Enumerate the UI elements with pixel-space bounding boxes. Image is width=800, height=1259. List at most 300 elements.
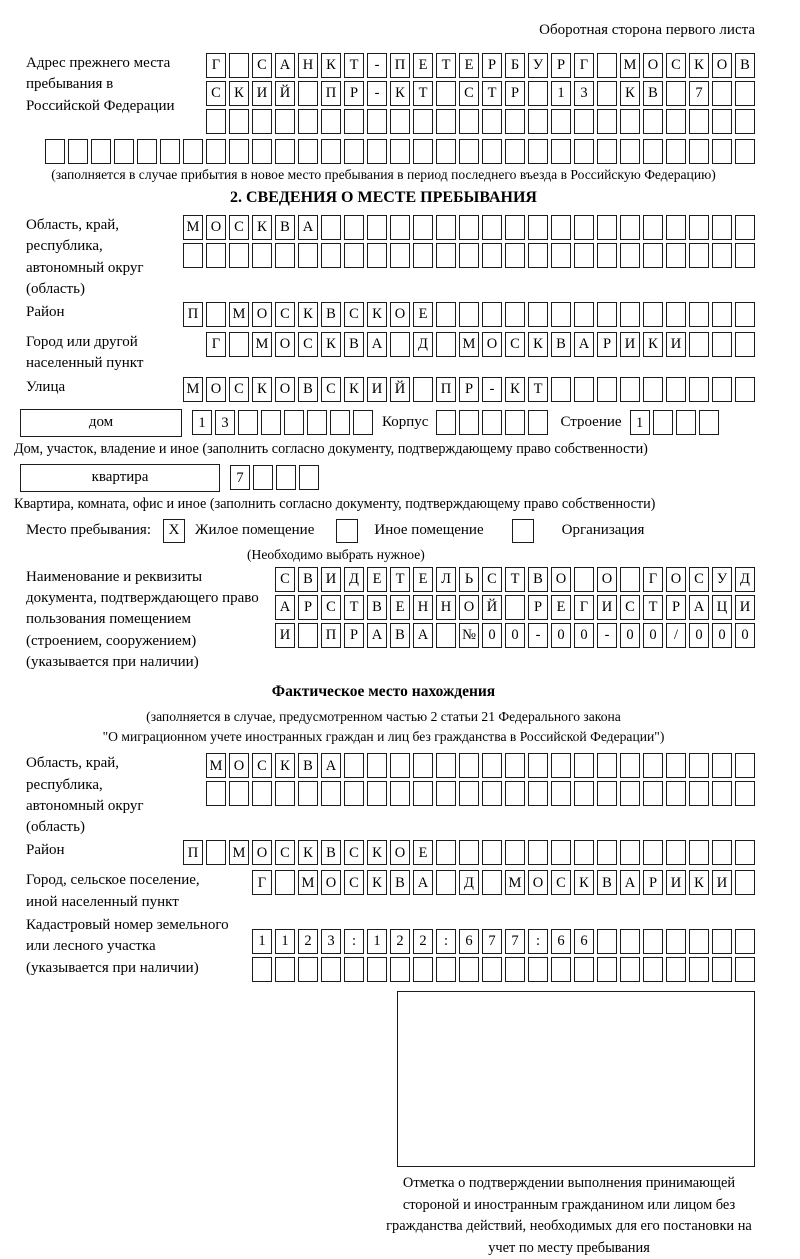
char-cell[interactable] bbox=[229, 53, 249, 78]
char-cell[interactable] bbox=[528, 781, 548, 806]
char-cell[interactable] bbox=[459, 109, 479, 134]
char-cell[interactable]: В bbox=[321, 302, 341, 327]
char-cell[interactable] bbox=[344, 781, 364, 806]
char-cell[interactable]: О bbox=[459, 595, 479, 620]
char-cell[interactable]: - bbox=[482, 377, 502, 402]
char-cell[interactable]: 3 bbox=[215, 410, 235, 435]
char-cell[interactable]: В bbox=[528, 567, 548, 592]
char-cell[interactable]: К bbox=[689, 870, 709, 895]
char-cell[interactable]: О bbox=[229, 753, 249, 778]
char-cell[interactable]: П bbox=[183, 302, 203, 327]
char-cell[interactable] bbox=[436, 302, 456, 327]
char-cell[interactable] bbox=[505, 840, 525, 865]
char-cell[interactable]: П bbox=[321, 81, 341, 106]
char-cell[interactable] bbox=[712, 332, 732, 357]
char-cell[interactable]: Л bbox=[436, 567, 456, 592]
char-cell[interactable] bbox=[252, 109, 272, 134]
char-cell[interactable]: И bbox=[666, 870, 686, 895]
char-cell[interactable] bbox=[689, 377, 709, 402]
char-cell[interactable]: 0 bbox=[505, 623, 525, 648]
char-cell[interactable]: М bbox=[298, 870, 318, 895]
char-cell[interactable] bbox=[505, 302, 525, 327]
char-cell[interactable] bbox=[229, 332, 249, 357]
char-cell[interactable]: Б bbox=[505, 53, 525, 78]
char-cell[interactable]: К bbox=[367, 840, 387, 865]
char-cell[interactable]: В bbox=[298, 567, 318, 592]
char-cell[interactable] bbox=[413, 753, 433, 778]
char-cell[interactable]: Р bbox=[551, 53, 571, 78]
char-cell[interactable] bbox=[413, 109, 433, 134]
char-cell[interactable]: Е bbox=[413, 53, 433, 78]
char-cell[interactable] bbox=[299, 465, 319, 490]
char-cell[interactable]: Г bbox=[643, 567, 663, 592]
char-cell[interactable] bbox=[712, 215, 732, 240]
char-cell[interactable] bbox=[344, 243, 364, 268]
char-cell[interactable] bbox=[229, 243, 249, 268]
char-cell[interactable]: Н bbox=[298, 53, 318, 78]
char-cell[interactable]: И bbox=[597, 595, 617, 620]
char-cell[interactable]: С bbox=[620, 595, 640, 620]
char-cell[interactable]: О bbox=[528, 870, 548, 895]
char-cell[interactable]: В bbox=[344, 332, 364, 357]
char-cell[interactable]: С bbox=[689, 567, 709, 592]
char-cell[interactable] bbox=[735, 957, 755, 982]
char-cell[interactable]: А bbox=[275, 595, 295, 620]
char-cell[interactable]: О bbox=[252, 840, 272, 865]
char-cell[interactable]: Д bbox=[413, 332, 433, 357]
char-cell[interactable]: М bbox=[229, 302, 249, 327]
char-cell[interactable]: С bbox=[505, 332, 525, 357]
char-cell[interactable]: 2 bbox=[298, 929, 318, 954]
checkbox-organizatsiya[interactable] bbox=[512, 519, 534, 543]
char-cell[interactable] bbox=[653, 410, 673, 435]
char-cell[interactable]: К bbox=[367, 870, 387, 895]
char-cell[interactable]: 7 bbox=[230, 465, 250, 490]
char-cell[interactable]: : bbox=[344, 929, 364, 954]
char-cell[interactable]: С bbox=[229, 215, 249, 240]
char-cell[interactable] bbox=[413, 215, 433, 240]
char-cell[interactable] bbox=[574, 377, 594, 402]
char-cell[interactable] bbox=[183, 139, 203, 164]
char-cell[interactable] bbox=[689, 215, 709, 240]
char-cell[interactable]: Е bbox=[413, 567, 433, 592]
char-cell[interactable]: С bbox=[275, 302, 295, 327]
char-cell[interactable] bbox=[298, 81, 318, 106]
char-cell[interactable] bbox=[298, 109, 318, 134]
char-cell[interactable] bbox=[91, 139, 111, 164]
char-cell[interactable] bbox=[551, 139, 571, 164]
char-cell[interactable]: Т bbox=[482, 81, 502, 106]
char-cell[interactable] bbox=[597, 302, 617, 327]
char-cell[interactable]: 6 bbox=[459, 929, 479, 954]
char-cell[interactable]: Т bbox=[528, 377, 548, 402]
char-cell[interactable] bbox=[735, 377, 755, 402]
char-cell[interactable]: О bbox=[252, 302, 272, 327]
char-cell[interactable]: К bbox=[252, 377, 272, 402]
char-cell[interactable]: И bbox=[620, 332, 640, 357]
char-cell[interactable]: С bbox=[252, 753, 272, 778]
char-cell[interactable] bbox=[551, 109, 571, 134]
char-cell[interactable]: А bbox=[574, 332, 594, 357]
char-cell[interactable]: С bbox=[275, 840, 295, 865]
char-cell[interactable] bbox=[482, 243, 502, 268]
char-cell[interactable] bbox=[574, 567, 594, 592]
char-cell[interactable] bbox=[505, 781, 525, 806]
char-cell[interactable]: 0 bbox=[482, 623, 502, 648]
char-cell[interactable] bbox=[321, 109, 341, 134]
char-cell[interactable] bbox=[390, 781, 410, 806]
char-cell[interactable] bbox=[390, 753, 410, 778]
char-cell[interactable] bbox=[689, 243, 709, 268]
char-cell[interactable]: С bbox=[344, 840, 364, 865]
char-cell[interactable] bbox=[206, 243, 226, 268]
char-cell[interactable] bbox=[482, 109, 502, 134]
char-cell[interactable] bbox=[643, 215, 663, 240]
char-cell[interactable]: Р bbox=[597, 332, 617, 357]
char-cell[interactable]: Г bbox=[206, 53, 226, 78]
char-cell[interactable] bbox=[574, 753, 594, 778]
char-cell[interactable]: М bbox=[183, 377, 203, 402]
char-cell[interactable] bbox=[574, 302, 594, 327]
char-cell[interactable]: А bbox=[413, 623, 433, 648]
char-cell[interactable] bbox=[459, 410, 479, 435]
char-cell[interactable] bbox=[229, 109, 249, 134]
char-cell[interactable] bbox=[712, 840, 732, 865]
char-cell[interactable]: А bbox=[275, 53, 295, 78]
char-cell[interactable] bbox=[666, 139, 686, 164]
char-cell[interactable]: 1 bbox=[192, 410, 212, 435]
char-cell[interactable] bbox=[712, 139, 732, 164]
char-cell[interactable] bbox=[528, 81, 548, 106]
char-cell[interactable] bbox=[344, 109, 364, 134]
char-cell[interactable] bbox=[413, 243, 433, 268]
char-cell[interactable]: П bbox=[390, 53, 410, 78]
char-cell[interactable] bbox=[551, 377, 571, 402]
char-cell[interactable]: В bbox=[321, 840, 341, 865]
char-cell[interactable]: А bbox=[298, 215, 318, 240]
char-cell[interactable] bbox=[321, 243, 341, 268]
char-cell[interactable] bbox=[689, 139, 709, 164]
char-cell[interactable] bbox=[597, 929, 617, 954]
char-cell[interactable]: А bbox=[620, 870, 640, 895]
char-cell[interactable]: Р bbox=[666, 595, 686, 620]
char-cell[interactable]: 6 bbox=[551, 929, 571, 954]
char-cell[interactable]: Г bbox=[574, 53, 594, 78]
char-cell[interactable] bbox=[528, 957, 548, 982]
char-cell[interactable] bbox=[413, 957, 433, 982]
checkbox-inoe[interactable] bbox=[336, 519, 358, 543]
char-cell[interactable]: 2 bbox=[390, 929, 410, 954]
char-cell[interactable]: С bbox=[344, 302, 364, 327]
char-cell[interactable]: К bbox=[229, 81, 249, 106]
char-cell[interactable] bbox=[275, 243, 295, 268]
char-cell[interactable]: С bbox=[229, 377, 249, 402]
char-cell[interactable] bbox=[620, 139, 640, 164]
char-cell[interactable] bbox=[261, 410, 281, 435]
char-cell[interactable] bbox=[574, 139, 594, 164]
char-cell[interactable]: Т bbox=[390, 567, 410, 592]
char-cell[interactable] bbox=[367, 139, 387, 164]
char-cell[interactable] bbox=[712, 243, 732, 268]
char-cell[interactable]: К bbox=[321, 53, 341, 78]
char-cell[interactable] bbox=[597, 53, 617, 78]
char-cell[interactable] bbox=[390, 332, 410, 357]
char-cell[interactable]: К bbox=[574, 870, 594, 895]
char-cell[interactable] bbox=[505, 139, 525, 164]
char-cell[interactable]: П bbox=[321, 623, 341, 648]
char-cell[interactable]: К bbox=[390, 81, 410, 106]
char-cell[interactable] bbox=[298, 623, 318, 648]
char-cell[interactable]: Е bbox=[551, 595, 571, 620]
char-cell[interactable] bbox=[482, 410, 502, 435]
char-cell[interactable]: Й bbox=[390, 377, 410, 402]
char-cell[interactable]: Р bbox=[528, 595, 548, 620]
char-cell[interactable] bbox=[505, 410, 525, 435]
char-cell[interactable] bbox=[252, 781, 272, 806]
char-cell[interactable] bbox=[689, 332, 709, 357]
char-cell[interactable] bbox=[353, 410, 373, 435]
char-cell[interactable]: Д bbox=[735, 567, 755, 592]
char-cell[interactable]: : bbox=[528, 929, 548, 954]
char-cell[interactable] bbox=[482, 139, 502, 164]
char-cell[interactable] bbox=[551, 840, 571, 865]
char-cell[interactable]: У bbox=[528, 53, 548, 78]
char-cell[interactable]: Г bbox=[574, 595, 594, 620]
char-cell[interactable] bbox=[459, 139, 479, 164]
char-cell[interactable]: 1 bbox=[630, 410, 650, 435]
char-cell[interactable] bbox=[735, 243, 755, 268]
char-cell[interactable] bbox=[643, 753, 663, 778]
char-cell[interactable]: И bbox=[666, 332, 686, 357]
char-cell[interactable] bbox=[528, 840, 548, 865]
checkbox-zhiloe[interactable]: X bbox=[163, 519, 185, 543]
char-cell[interactable] bbox=[643, 243, 663, 268]
char-cell[interactable]: С bbox=[482, 567, 502, 592]
char-cell[interactable]: Д bbox=[344, 567, 364, 592]
char-cell[interactable] bbox=[735, 753, 755, 778]
char-cell[interactable]: А bbox=[413, 870, 433, 895]
char-cell[interactable]: С bbox=[298, 332, 318, 357]
char-cell[interactable]: К bbox=[620, 81, 640, 106]
char-cell[interactable]: В bbox=[275, 215, 295, 240]
char-cell[interactable] bbox=[735, 781, 755, 806]
char-cell[interactable] bbox=[482, 215, 502, 240]
char-cell[interactable] bbox=[505, 215, 525, 240]
char-cell[interactable] bbox=[735, 929, 755, 954]
char-cell[interactable] bbox=[689, 753, 709, 778]
char-cell[interactable] bbox=[643, 109, 663, 134]
char-cell[interactable]: 1 bbox=[551, 81, 571, 106]
char-cell[interactable] bbox=[436, 243, 456, 268]
char-cell[interactable] bbox=[735, 302, 755, 327]
char-cell[interactable] bbox=[482, 840, 502, 865]
char-cell[interactable] bbox=[597, 957, 617, 982]
char-cell[interactable] bbox=[298, 781, 318, 806]
char-cell[interactable] bbox=[735, 332, 755, 357]
char-cell[interactable]: О bbox=[712, 53, 732, 78]
char-cell[interactable]: И bbox=[735, 595, 755, 620]
char-cell[interactable]: О bbox=[666, 567, 686, 592]
char-cell[interactable] bbox=[206, 302, 226, 327]
char-cell[interactable]: С bbox=[666, 53, 686, 78]
char-cell[interactable] bbox=[574, 957, 594, 982]
char-cell[interactable]: 0 bbox=[574, 623, 594, 648]
char-cell[interactable] bbox=[666, 81, 686, 106]
char-cell[interactable] bbox=[367, 753, 387, 778]
char-cell[interactable] bbox=[551, 215, 571, 240]
char-cell[interactable] bbox=[298, 139, 318, 164]
char-cell[interactable] bbox=[666, 957, 686, 982]
char-cell[interactable] bbox=[413, 781, 433, 806]
char-cell[interactable]: А bbox=[367, 623, 387, 648]
char-cell[interactable] bbox=[436, 139, 456, 164]
char-cell[interactable]: К bbox=[321, 332, 341, 357]
char-cell[interactable] bbox=[321, 781, 341, 806]
char-cell[interactable]: Г bbox=[252, 870, 272, 895]
char-cell[interactable] bbox=[551, 781, 571, 806]
char-cell[interactable] bbox=[436, 215, 456, 240]
char-cell[interactable]: О bbox=[551, 567, 571, 592]
char-cell[interactable] bbox=[735, 139, 755, 164]
char-cell[interactable] bbox=[275, 870, 295, 895]
char-cell[interactable] bbox=[666, 243, 686, 268]
char-cell[interactable]: К bbox=[689, 53, 709, 78]
char-cell[interactable] bbox=[666, 929, 686, 954]
char-cell[interactable] bbox=[252, 139, 272, 164]
char-cell[interactable] bbox=[620, 781, 640, 806]
char-cell[interactable]: 1 bbox=[252, 929, 272, 954]
char-cell[interactable]: О bbox=[643, 53, 663, 78]
char-cell[interactable] bbox=[505, 753, 525, 778]
char-cell[interactable]: Т bbox=[643, 595, 663, 620]
char-cell[interactable] bbox=[712, 81, 732, 106]
char-cell[interactable]: В bbox=[367, 595, 387, 620]
char-cell[interactable]: И bbox=[275, 623, 295, 648]
char-cell[interactable] bbox=[620, 753, 640, 778]
char-cell[interactable]: Т bbox=[413, 81, 433, 106]
char-cell[interactable]: - bbox=[367, 81, 387, 106]
char-cell[interactable] bbox=[643, 139, 663, 164]
char-cell[interactable] bbox=[367, 215, 387, 240]
char-cell[interactable]: О bbox=[597, 567, 617, 592]
char-cell[interactable] bbox=[551, 753, 571, 778]
char-cell[interactable] bbox=[482, 781, 502, 806]
char-cell[interactable]: М bbox=[183, 215, 203, 240]
char-cell[interactable]: С bbox=[551, 870, 571, 895]
char-cell[interactable] bbox=[238, 410, 258, 435]
char-cell[interactable] bbox=[367, 957, 387, 982]
char-cell[interactable] bbox=[643, 781, 663, 806]
char-cell[interactable]: Р bbox=[482, 53, 502, 78]
char-cell[interactable]: В bbox=[390, 623, 410, 648]
char-cell[interactable] bbox=[712, 109, 732, 134]
char-cell[interactable] bbox=[689, 957, 709, 982]
char-cell[interactable] bbox=[252, 957, 272, 982]
char-cell[interactable]: / bbox=[666, 623, 686, 648]
char-cell[interactable] bbox=[367, 109, 387, 134]
char-cell[interactable] bbox=[551, 957, 571, 982]
char-cell[interactable]: М bbox=[459, 332, 479, 357]
char-cell[interactable] bbox=[620, 109, 640, 134]
char-cell[interactable]: А bbox=[321, 753, 341, 778]
char-cell[interactable] bbox=[229, 781, 249, 806]
char-cell[interactable] bbox=[137, 139, 157, 164]
char-cell[interactable]: Е bbox=[413, 840, 433, 865]
char-cell[interactable] bbox=[712, 781, 732, 806]
char-cell[interactable]: Р bbox=[298, 595, 318, 620]
char-cell[interactable]: 3 bbox=[321, 929, 341, 954]
char-cell[interactable] bbox=[676, 410, 696, 435]
char-cell[interactable] bbox=[459, 215, 479, 240]
char-cell[interactable] bbox=[390, 243, 410, 268]
char-cell[interactable] bbox=[699, 410, 719, 435]
char-cell[interactable] bbox=[666, 781, 686, 806]
char-cell[interactable] bbox=[482, 870, 502, 895]
char-cell[interactable] bbox=[620, 243, 640, 268]
char-cell[interactable]: В bbox=[597, 870, 617, 895]
char-cell[interactable]: С bbox=[321, 377, 341, 402]
char-cell[interactable] bbox=[574, 840, 594, 865]
char-cell[interactable] bbox=[307, 410, 327, 435]
char-cell[interactable]: М bbox=[206, 753, 226, 778]
char-cell[interactable] bbox=[551, 243, 571, 268]
char-cell[interactable]: Н bbox=[413, 595, 433, 620]
char-cell[interactable]: 7 bbox=[505, 929, 525, 954]
char-cell[interactable] bbox=[620, 840, 640, 865]
char-cell[interactable] bbox=[620, 302, 640, 327]
char-cell[interactable] bbox=[574, 215, 594, 240]
char-cell[interactable]: С bbox=[275, 567, 295, 592]
char-cell[interactable] bbox=[229, 139, 249, 164]
char-cell[interactable]: В bbox=[643, 81, 663, 106]
char-cell[interactable]: О bbox=[275, 332, 295, 357]
char-cell[interactable] bbox=[620, 957, 640, 982]
char-cell[interactable]: Ь bbox=[459, 567, 479, 592]
char-cell[interactable] bbox=[597, 139, 617, 164]
char-cell[interactable] bbox=[275, 781, 295, 806]
char-cell[interactable] bbox=[344, 139, 364, 164]
char-cell[interactable]: О bbox=[482, 332, 502, 357]
char-cell[interactable] bbox=[321, 957, 341, 982]
char-cell[interactable]: С bbox=[459, 81, 479, 106]
char-cell[interactable]: - bbox=[367, 53, 387, 78]
char-cell[interactable]: М bbox=[505, 870, 525, 895]
char-cell[interactable] bbox=[735, 840, 755, 865]
char-cell[interactable]: Р bbox=[344, 81, 364, 106]
char-cell[interactable]: К bbox=[275, 753, 295, 778]
char-cell[interactable] bbox=[367, 243, 387, 268]
char-cell[interactable] bbox=[413, 377, 433, 402]
char-cell[interactable] bbox=[390, 215, 410, 240]
char-cell[interactable] bbox=[597, 215, 617, 240]
char-cell[interactable]: С bbox=[321, 595, 341, 620]
char-cell[interactable]: У bbox=[712, 567, 732, 592]
char-cell[interactable] bbox=[712, 753, 732, 778]
char-cell[interactable] bbox=[482, 753, 502, 778]
char-cell[interactable] bbox=[505, 109, 525, 134]
char-cell[interactable]: - bbox=[528, 623, 548, 648]
char-cell[interactable]: В bbox=[551, 332, 571, 357]
char-cell[interactable] bbox=[436, 870, 456, 895]
char-cell[interactable] bbox=[620, 567, 640, 592]
char-cell[interactable]: 7 bbox=[689, 81, 709, 106]
char-cell[interactable] bbox=[45, 139, 65, 164]
char-cell[interactable] bbox=[459, 243, 479, 268]
char-cell[interactable]: Й bbox=[275, 81, 295, 106]
char-cell[interactable]: 0 bbox=[712, 623, 732, 648]
char-cell[interactable] bbox=[528, 215, 548, 240]
char-cell[interactable]: Е bbox=[367, 567, 387, 592]
